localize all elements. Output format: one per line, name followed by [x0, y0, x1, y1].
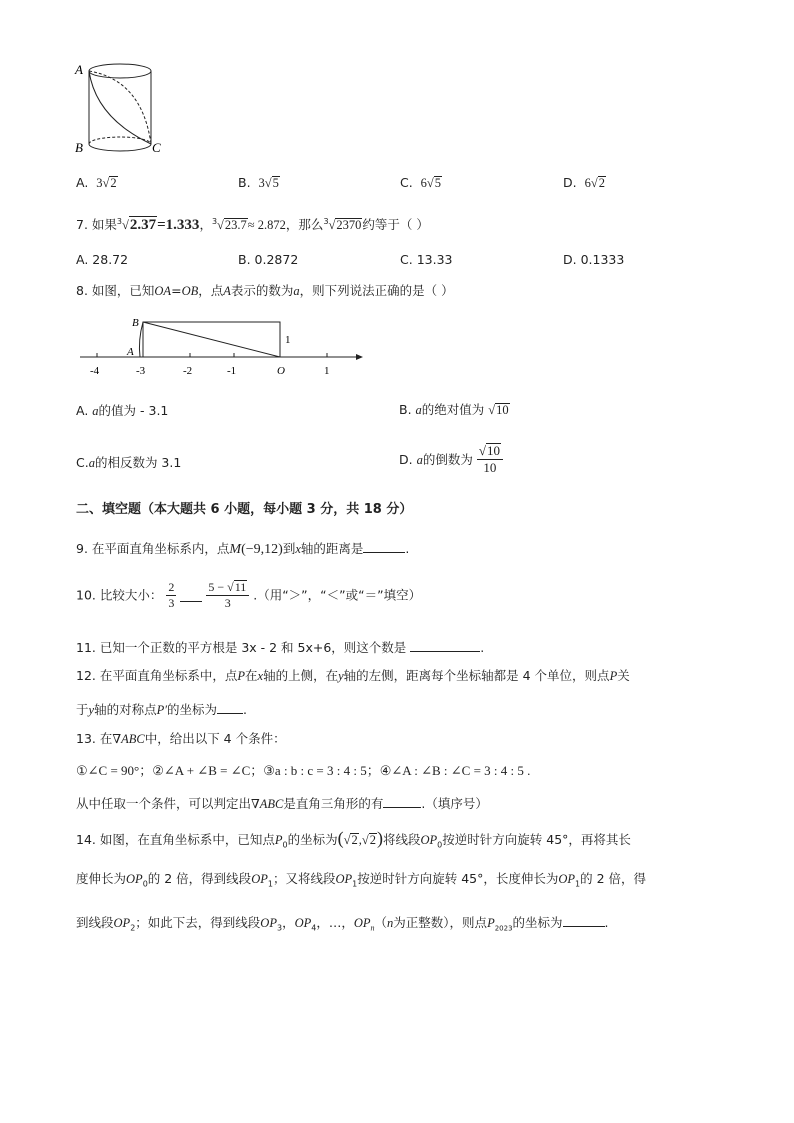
q6-option-b: B. 3√5 — [238, 175, 279, 190]
q13-answer-blank[interactable] — [383, 795, 421, 808]
q6-option-a: A. 3√2 — [76, 175, 117, 190]
section-title: 二、填空题（本大题共 6 小题，每小题 3 分，共 18 分） — [76, 502, 413, 517]
point-B-label: B — [132, 317, 139, 329]
q7-option-b: B. 0.2872 — [238, 252, 299, 267]
q11-answer-blank[interactable] — [410, 639, 480, 652]
q14-line2: 度伸长为$OP_0$的 2 倍，得到线段$OP_1$；又将线段$OP_1$按逆时针方向旋转 45°，长度伸长为$OP_1$的 2 倍，得 — [76, 871, 647, 889]
q8-option-a: A. a的值为 - 3.1 — [76, 403, 169, 418]
q14-line1: 14. 如图，在直角坐标系中，已知点$P_0$的坐标为(√2,√2)将线段$OP_0$按逆时针方向旋转 45°，再将其长 — [76, 828, 631, 850]
q6-option-d: D. 6√2 — [563, 175, 605, 190]
q13-line1: 13. 在∇ABC中，给出以下 4 个条件： — [76, 731, 286, 746]
q8-option-d: D. a的倒数为 $\frac{√10}{10}$ — [399, 443, 503, 477]
q13-conditions: ①∠C = 90°；②∠A + ∠B = ∠C；③a : b : c = 3 : 4 : 5；④∠A : ∠B : ∠C = 3 : 4 : 5 . — [76, 763, 531, 778]
label-A: A — [75, 62, 83, 77]
tick-label-neg1: -1 — [227, 365, 237, 377]
q11: 11. 已知一个正数的平方根是 3x - 2 和 5x+6，则这个数是 . — [76, 640, 485, 655]
q6-option-c: C. 6√5 — [400, 175, 442, 190]
q7-option-d: D. 0.1333 — [563, 252, 625, 267]
origin-label: O — [277, 365, 285, 377]
q9-answer-blank[interactable] — [363, 540, 405, 553]
q12-line1: 12. 在平面直角坐标系中，点P在x轴的上侧，在y轴的左侧，距离每个坐标轴都是 4 个单位，则点P关 — [76, 668, 630, 683]
cylinder-figure — [72, 58, 172, 160]
tick-label-neg2: -2 — [183, 365, 193, 377]
label-C: C — [152, 140, 161, 155]
q9: 9. 在平面直角坐标系内，点M(−9,12)到x轴的距离是 . — [76, 541, 410, 557]
tick-label-1: 1 — [324, 365, 330, 377]
label-B: B — [75, 140, 83, 155]
q10: 10. 比较大小： $\frac{2}{3}$ $\frac{5 - √11}{3}$ .（用“＞”，“＜”或“＝”填空） — [76, 580, 422, 610]
q8-stem: 8. 如图，已知OA=OB，点A表示的数为a，则下列说法正确的是（ ） — [76, 283, 454, 298]
q12-line2: 于y轴的对称点P′的坐标为 . — [76, 702, 247, 717]
point-A-label: A — [127, 346, 134, 358]
q12-answer-blank[interactable] — [217, 701, 243, 714]
tick-label-neg4: -4 — [90, 365, 100, 377]
q7-stem: 7. 如果$^3$√2.37=1.333，$^3$√23.7≈ 2.872，那么$^3$√2370约等于（ ） — [76, 216, 429, 233]
tick-label-neg3: -3 — [136, 365, 146, 377]
height-label: 1 — [285, 334, 291, 346]
q7-option-a: A. 28.72 — [76, 252, 129, 267]
q14-answer-blank[interactable] — [563, 914, 605, 927]
q14-line3: 到线段$OP_2$；如此下去，得到线段$OP_3$，$OP_4$，…，$OP_n(n$为正整数），则点$P_{2023}$的坐标为 . — [76, 915, 609, 933]
q7-option-c: C. 13.33 — [400, 252, 453, 267]
number-line-figure — [76, 312, 376, 382]
q8-option-b: B. a的绝对值为 √10 — [399, 402, 509, 417]
q8-option-c: C.a的相反数为 3.1 — [76, 455, 182, 470]
q13-line3: 从中任取一个条件，可以判定出∇ABC是直角三角形的有 .（填序号） — [76, 796, 488, 811]
q10-answer-blank[interactable] — [180, 589, 202, 602]
